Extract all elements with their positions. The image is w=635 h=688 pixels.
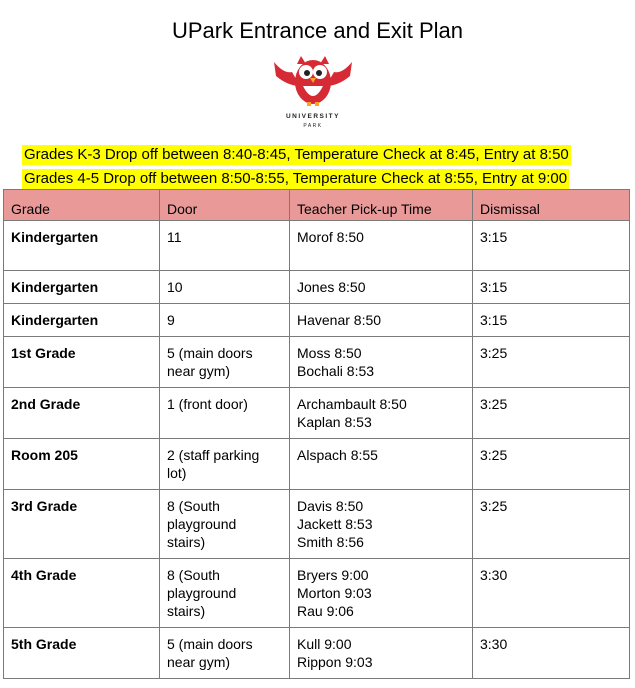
table-row	[4, 439, 630, 490]
cell-dismissal: 3:15	[473, 304, 630, 337]
cell-door: 8 (South playground stairs)	[160, 490, 290, 559]
cell-grade: 3rd Grade	[4, 490, 160, 559]
header-dismissal: Dismissal	[473, 190, 630, 221]
cell-door: 2 (staff parking lot)	[160, 439, 290, 490]
table-row	[4, 304, 630, 337]
cell-dismissal: 3:25	[473, 490, 630, 559]
cell-teachers: Bryers 9:00 Morton 9:03 Rau 9:06	[290, 559, 473, 628]
header-teacher-pickup: Teacher Pick-up Time	[290, 190, 473, 221]
table-row	[4, 388, 630, 439]
cell-teachers: Morof 8:50	[290, 221, 473, 271]
header-door: Door	[160, 190, 290, 221]
cell-teachers: Moss 8:50 Bochali 8:53	[290, 337, 473, 388]
logo-text-line2: PARK	[303, 123, 323, 129]
cell-teachers: Archambault 8:50 Kaplan 8:53	[290, 388, 473, 439]
table-row	[4, 559, 630, 628]
table-row	[4, 490, 630, 559]
cell-teachers: Kull 9:00 Rippon 9:03	[290, 628, 473, 679]
highlight-4-5: Grades 4-5 Drop off between 8:50-8:55, Temperature Check at 8:55, Entry at 9:00	[24, 170, 568, 187]
cell-grade: 4th Grade	[4, 559, 160, 628]
drop-off-schedule	[22, 145, 571, 193]
cell-dismissal: 3:25	[473, 388, 630, 439]
cell-dismissal: 3:30	[473, 628, 630, 679]
cell-teachers: Davis 8:50 Jackett 8:53 Smith 8:56	[290, 490, 473, 559]
cell-dismissal: 3:15	[473, 271, 630, 304]
entrance-exit-table	[3, 189, 630, 679]
cell-door: 1 (front door)	[160, 388, 290, 439]
cell-dismissal: 3:25	[473, 337, 630, 388]
cell-door: 10	[160, 271, 290, 304]
cell-door: 8 (South playground stairs)	[160, 559, 290, 628]
table-row	[4, 221, 630, 271]
cell-grade: Kindergarten	[4, 271, 160, 304]
cell-dismissal: 3:15	[473, 221, 630, 271]
page-title: UPark Entrance and Exit Plan	[171, 18, 464, 43]
cell-teachers: Jones 8:50	[290, 271, 473, 304]
cell-teachers: Havenar 8:50	[290, 304, 473, 337]
cell-grade: 1st Grade	[4, 337, 160, 388]
table-row	[4, 628, 630, 679]
table-row	[4, 337, 630, 388]
cell-door: 9	[160, 304, 290, 337]
cell-grade: Kindergarten	[4, 221, 160, 271]
cell-door: 5 (main doors near gym)	[160, 628, 290, 679]
cell-door: 5 (main doors near gym)	[160, 337, 290, 388]
cell-dismissal: 3:30	[473, 559, 630, 628]
cell-door: 11	[160, 221, 290, 271]
owl-logo-icon	[270, 52, 356, 132]
cell-teachers: Alspach 8:55	[290, 439, 473, 490]
highlight-k3: Grades K-3 Drop off between 8:40-8:45, Temperature Check at 8:45, Entry at 8:50	[24, 146, 569, 163]
cell-grade: Kindergarten	[4, 304, 160, 337]
header-grade: Grade	[4, 190, 160, 221]
cell-grade: Room 205	[4, 439, 160, 490]
cell-grade: 5th Grade	[4, 628, 160, 679]
table-row	[4, 271, 630, 304]
table-header-row	[4, 190, 630, 221]
logo-text-line1: UNIVERSITY	[285, 113, 341, 120]
cell-grade: 2nd Grade	[4, 388, 160, 439]
cell-dismissal: 3:25	[473, 439, 630, 490]
